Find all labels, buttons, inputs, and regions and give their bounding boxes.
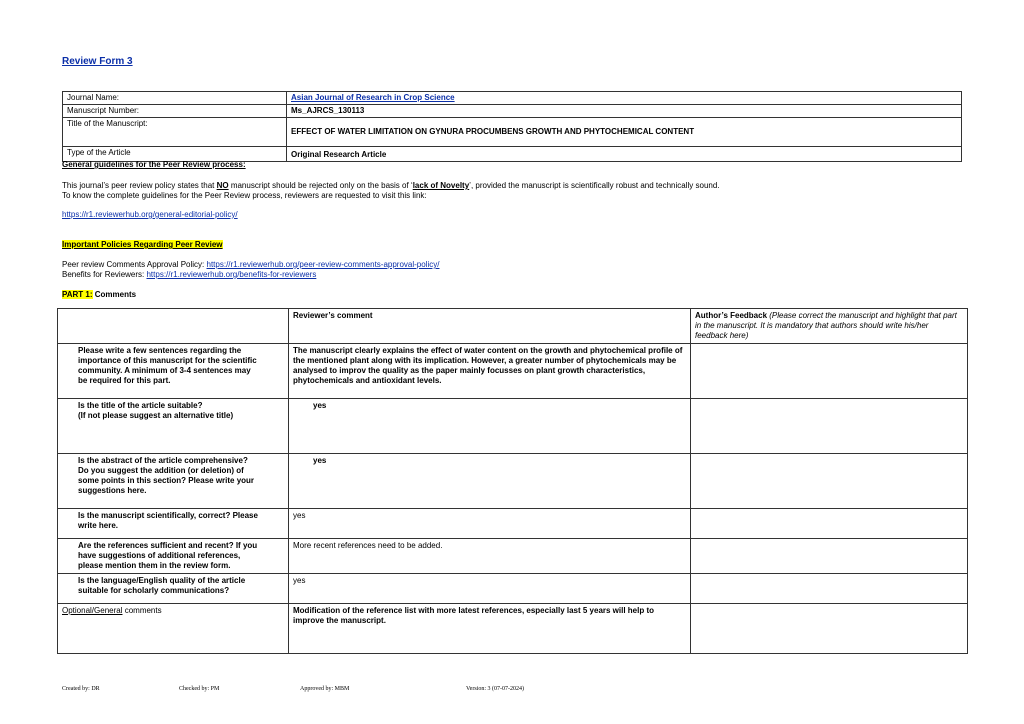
empty-header-cell xyxy=(58,309,289,344)
footer-approved: Approved by: MBM xyxy=(300,686,350,692)
table-row xyxy=(58,539,968,574)
benefits-label: Benefits for Reviewers: xyxy=(62,270,147,279)
policies-heading: Important Policies Regarding Peer Review xyxy=(62,240,223,249)
approval-policy-link[interactable]: https://r1.reviewerhub.org/peer-review-comments-approval-policy/ xyxy=(206,260,440,269)
answer-title[interactable]: yes xyxy=(313,401,327,410)
manuscript-info-table xyxy=(62,91,962,162)
guidelines-paragraph xyxy=(62,181,962,201)
footer-version: Version: 3 (07-07-2024) xyxy=(466,686,524,692)
author-feedback-cell[interactable] xyxy=(691,344,968,399)
article-type-value: Original Research Article xyxy=(287,147,962,162)
answer-language[interactable]: yes xyxy=(289,574,691,604)
answer-abstract[interactable]: yes xyxy=(313,456,327,465)
answer-references[interactable]: More recent references need to be added. xyxy=(289,539,691,574)
lack-of-novelty-emphasis: lack of Novelty xyxy=(412,181,470,190)
table-row xyxy=(58,574,968,604)
info-row-journal xyxy=(63,92,962,105)
journal-name-link[interactable]: Asian Journal of Research in Crop Science xyxy=(291,93,455,102)
editorial-policy-link[interactable]: https://r1.reviewerhub.org/general-editorial-policy/ xyxy=(62,210,238,219)
question-abstract: Is the abstract of the article comprehensive? Do you suggest the addition (or deletion) of some points in this section? Please write your suggestions here. xyxy=(58,454,289,509)
question-scientific: Is the manuscript scientifically, correct? Please write here. xyxy=(58,509,289,539)
author-feedback-cell[interactable] xyxy=(691,399,968,454)
manuscript-number-value: Ms_AJRCS_130113 xyxy=(287,105,962,118)
question-importance: Please write a few sentences regarding the importance of this manuscript for the scientific community. A minimum of 3-4 sentences may be required for this part. xyxy=(58,344,289,399)
info-row-title xyxy=(63,118,962,147)
manuscript-number-label: Manuscript Number: xyxy=(63,105,287,118)
manuscript-title-label: Title of the Manuscript: xyxy=(63,118,287,147)
author-feedback-cell[interactable] xyxy=(691,539,968,574)
journal-name-label: Journal Name: xyxy=(63,92,287,105)
comments-table xyxy=(57,308,968,654)
guidelines-heading: General guidelines for the Peer Review process: xyxy=(62,160,246,169)
guidelines-text-a: This journal’s peer review policy states that xyxy=(62,181,217,190)
author-feedback-header xyxy=(691,309,968,344)
guidelines-text-2: To know the complete guidelines for the Peer Review process, reviewers are requested to visit this link: xyxy=(62,191,427,200)
part1-label: PART 1: xyxy=(62,290,93,299)
info-row-manuscript-number xyxy=(63,105,962,118)
manuscript-title-value: EFFECT OF WATER LIMITATION ON GYNURA PROCUMBENS GROWTH AND PHYTOCHEMICAL CONTENT xyxy=(287,118,962,147)
table-row xyxy=(58,454,968,509)
comments-header-row xyxy=(58,309,968,344)
author-feedback-cell[interactable] xyxy=(691,509,968,539)
answer-scientific[interactable]: yes xyxy=(289,509,691,539)
author-feedback-cell[interactable] xyxy=(691,454,968,509)
part1-title: Comments xyxy=(92,290,137,299)
reviewer-comment-header: Reviewer’s comment xyxy=(289,309,691,344)
approval-policy-label: Peer review Comments Approval Policy: xyxy=(62,260,207,269)
table-row xyxy=(58,344,968,399)
question-references: Are the references sufficient and recent? If you have suggestions of additional references, please mention them in the review form. xyxy=(58,539,289,574)
answer-importance[interactable]: The manuscript clearly explains the effect of water content on the growth and phytochemical profile of the mentioned plant along with its implication. However, a greater number of phytochemicals may be analysed to improv the quality as the paper mainly focusses on plant growth characteristics, phytochemicals and antioxidant levels. xyxy=(289,344,691,399)
answer-optional[interactable]: Modification of the reference list with more latest references, especially last 5 years will help to improve the manuscript. xyxy=(289,604,691,654)
author-feedback-cell[interactable] xyxy=(691,604,968,654)
benefits-link[interactable]: https://r1.reviewerhub.org/benefits-for-reviewers xyxy=(146,270,317,279)
table-row-optional xyxy=(58,604,968,654)
optional-comments-label xyxy=(58,604,289,654)
no-emphasis: NO xyxy=(216,181,229,190)
table-row xyxy=(58,399,968,454)
guidelines-text-c: ’, provided the manuscript is scientifically robust and technically sound. xyxy=(469,181,720,190)
policy-links xyxy=(62,260,439,280)
part1-heading xyxy=(62,290,136,300)
form-title: Review Form 3 xyxy=(62,56,133,67)
article-type-label: Type of the Article xyxy=(63,147,287,162)
question-language: Is the language/English quality of the article suitable for scholarly communications? xyxy=(58,574,289,604)
question-title: Is the title of the article suitable? (If not please suggest an alternative title) xyxy=(58,399,289,454)
author-feedback-label: Author’s Feedback xyxy=(695,311,768,320)
author-feedback-note: (Please correct the manuscript and highlight that part in the manuscript. It is mandatory that authors should write his/her feedback here) xyxy=(695,311,957,340)
guidelines-text-b: manuscript should be rejected only on the basis of ‘ xyxy=(228,181,413,190)
table-row xyxy=(58,509,968,539)
author-feedback-cell[interactable] xyxy=(691,574,968,604)
optional-general-label: Optional/General xyxy=(62,606,123,615)
footer-created: Created by: DR xyxy=(62,686,100,692)
optional-comments-suffix: comments xyxy=(122,606,162,615)
footer-checked: Checked by: PM xyxy=(179,686,220,692)
